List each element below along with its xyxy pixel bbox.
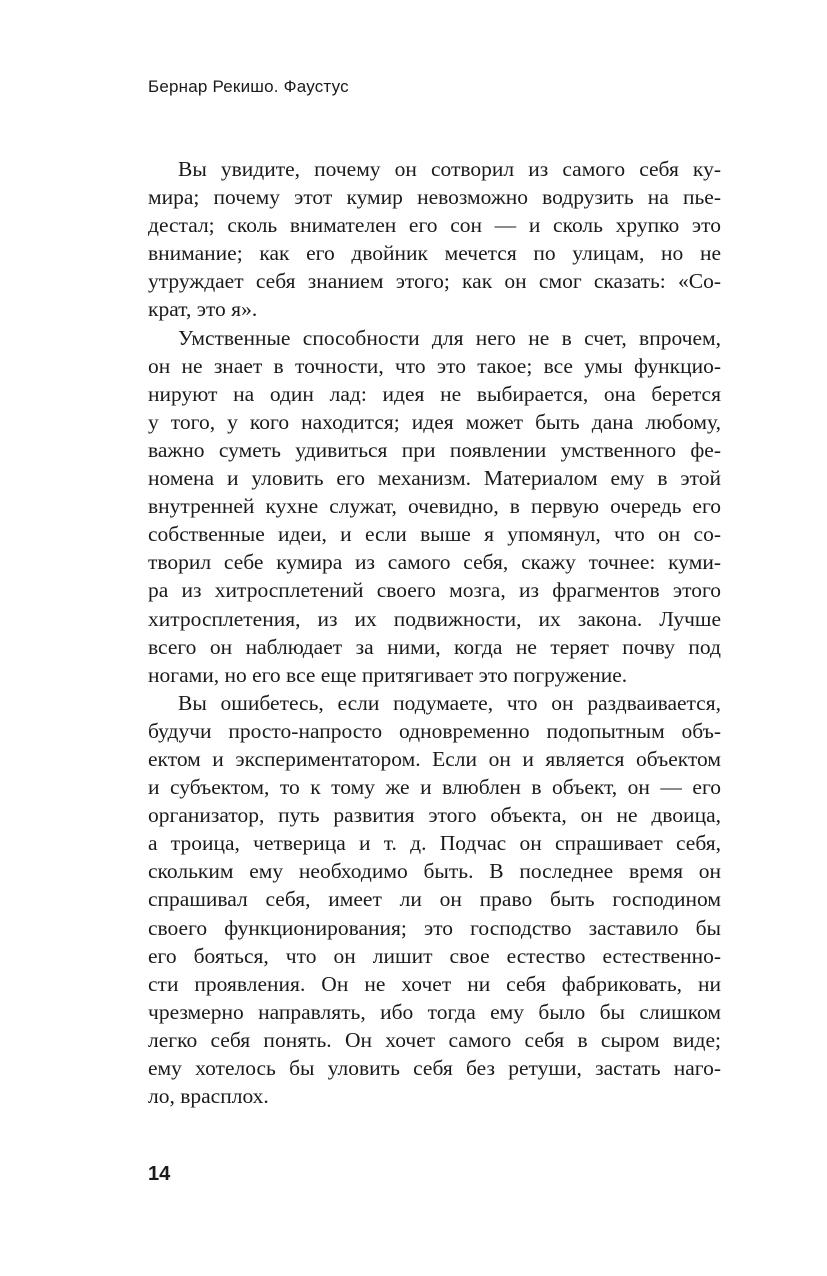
text-line: Вы увидите, почему он сотворил из самого себя ку- bbox=[178, 157, 721, 181]
text-line: а троица, четверица и т. д. Подчас он спрашивает себя, bbox=[148, 831, 721, 856]
text-line: крат, это я». bbox=[148, 297, 258, 322]
text-line: дестал; сколь внимателен его сон — и сколь хрупко это bbox=[148, 213, 721, 238]
text-line: организатор, путь развития этого объекта, он не двоица, bbox=[148, 803, 721, 828]
text-line: важно суметь удивиться при появлении умственного фе- bbox=[148, 437, 721, 462]
text-line: хитросплетения, из их подвижности, их закона. Лучше bbox=[148, 606, 721, 631]
page-number: 14 bbox=[148, 1163, 171, 1185]
text-line: нируют на один лад: идея не выбирается, она берется bbox=[148, 381, 721, 406]
text-line: сти проявления. Он не хочет ни себя фабриковать, ни bbox=[148, 971, 721, 996]
text-line: всего он наблюдает за ними, когда не теряет почву под bbox=[148, 634, 721, 659]
text-line: ра из хитросплетений своего мозга, из фрагментов этого bbox=[148, 578, 721, 603]
text-line: он не знает в точности, что это такое; все умы функцио- bbox=[148, 353, 721, 378]
text-line: ему хотелось бы уловить себя без ретуши, застать наго- bbox=[148, 1056, 721, 1080]
text-line: ногами, но его все еще притягивает это погружение. bbox=[148, 662, 628, 687]
text-line: ло, врасплох. bbox=[148, 1084, 269, 1109]
text-line: своего функционирования; это господство заставило бы bbox=[148, 915, 721, 940]
paragraph bbox=[148, 689, 721, 1110]
text-line: Вы ошибетесь, если подумаете, что он раздваивается, bbox=[178, 690, 721, 715]
text-line: утруждает себя знанием этого; как он смог сказать: «Со- bbox=[148, 269, 721, 294]
text-line: ектом и экспериментатором. Если он и является объектом bbox=[148, 746, 721, 771]
paragraph bbox=[148, 324, 721, 689]
text-line: скольким ему необходимо быть. В последнее время он bbox=[148, 859, 721, 884]
text-line: собственные идеи, и если выше я упомянул, что он со- bbox=[148, 522, 721, 547]
paragraph bbox=[148, 155, 721, 324]
text-line: внимание; как его двойник мечется по улицам, но не bbox=[148, 241, 721, 266]
text-line: мира; почему этот кумир невозможно водрузить на пье- bbox=[148, 185, 721, 210]
text-line: и субъектом, то к тому же и влюблен в объект, он — его bbox=[148, 775, 721, 800]
text-line: номена и уловить его механизм. Материалом ему в этой bbox=[148, 466, 721, 491]
body-text bbox=[148, 155, 721, 1110]
text-line: будучи просто-напросто одновременно подопытным объ- bbox=[148, 718, 721, 743]
text-line: легко себя понять. Он хочет самого себя в сыром виде; bbox=[148, 1027, 721, 1052]
text-line: Умственные способности для него не в счет, впрочем, bbox=[178, 325, 721, 350]
text-line: спрашивал себя, имеет ли он право быть господином bbox=[148, 887, 721, 912]
text-line: внутренней кухне служат, очевидно, в первую очередь его bbox=[148, 494, 721, 519]
text-line: его бояться, что он лишит свое естество естественно- bbox=[148, 943, 721, 968]
text-line: чрезмерно направлять, ибо тогда ему было бы слишком bbox=[148, 999, 721, 1024]
text-line: у того, у кого находится; идея может быть дана любому, bbox=[148, 409, 721, 434]
text-line: творил себе кумира из самого себя, скажу точнее: куми- bbox=[148, 550, 721, 575]
running-header: Бернар Рекишо. Фаустус bbox=[148, 77, 349, 96]
